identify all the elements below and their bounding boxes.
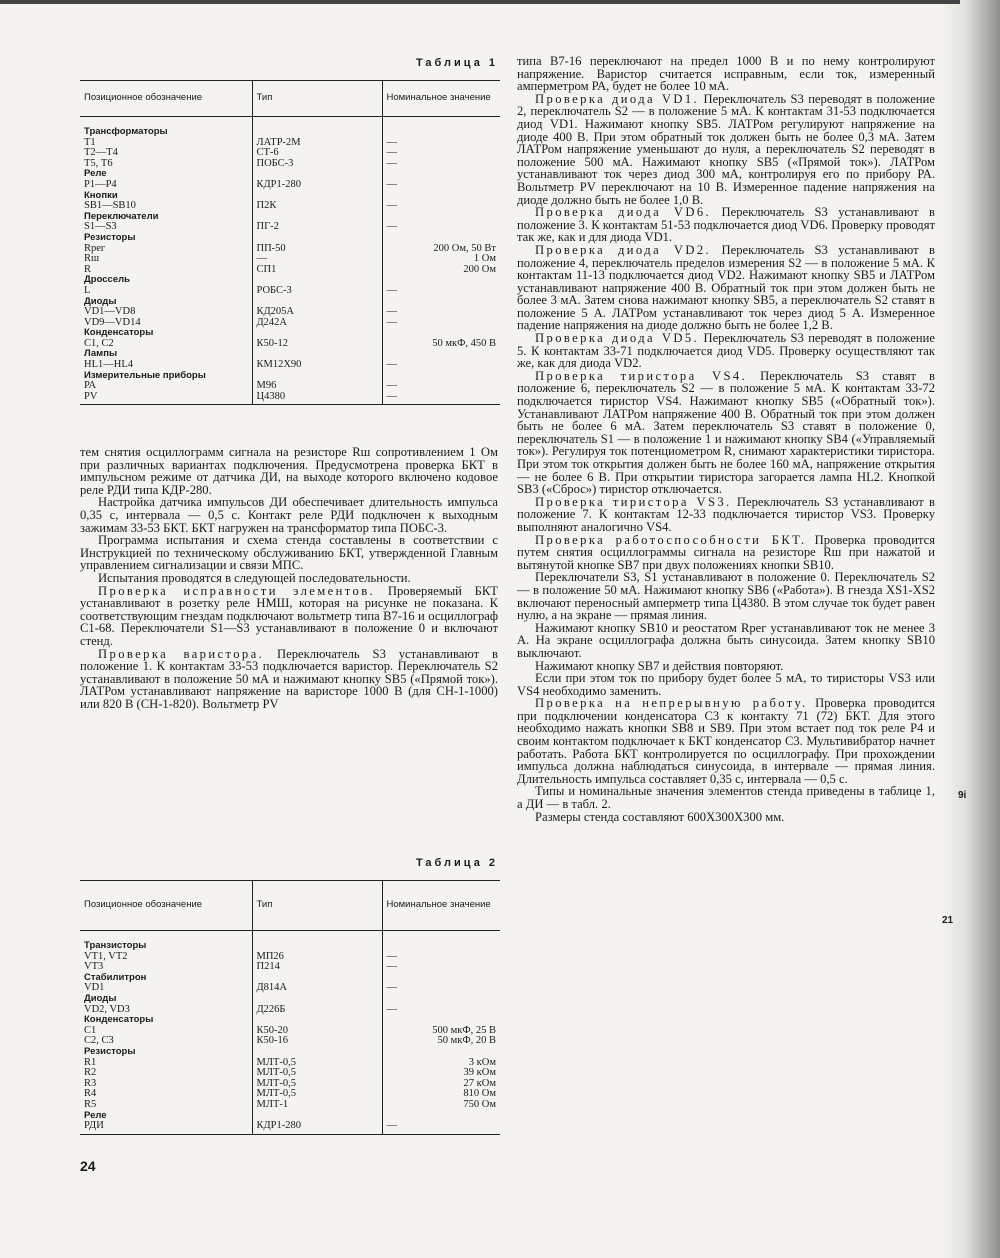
type-cell: МЛТ-0,5 bbox=[252, 1068, 382, 1079]
paragraph-text: Проверка проводится путем снятия осциллограммы сигнала на резисторе Rш при нажатой и вытянутой кнопке SB7 при двух положениях кнопки SB10. bbox=[517, 532, 935, 572]
type-cell: — bbox=[252, 254, 382, 265]
paragraph bbox=[517, 93, 935, 206]
empty-cell bbox=[382, 973, 500, 984]
empty-cell bbox=[252, 233, 382, 244]
paragraph-text: Переключатель S3 устанавливают в положение 1. К контактам 33-53 подключается варистор. Переключатель S2 устанавливают в положение 50 мА и нажимают кнопку SB5 («Прямой ток»). ЛАТРом устанавливают напряжение на варисторе 1000 В (для СН-1-1000) или 820 В (СН-1-820). Вольтметр PV bbox=[80, 646, 498, 711]
type-cell: Д814А bbox=[252, 983, 382, 994]
table1 bbox=[80, 80, 500, 405]
position-cell: VD1 bbox=[84, 982, 105, 994]
type-cell: КДР1-280 bbox=[252, 180, 382, 191]
paragraph-text: Проверка проводится при подключении конденсатора С3 к контакту 71 (72) БКТ. Для этого необходимо нажать кнопки SB8 и SB9. При этом встает под ток реле Р4 и своим контактом подключает к БКТ конденсатор С3. Мультивибратор начнет работать. Работа БКТ контролируется по осциллографу. При прохождении импульса должна наблюдаться синусоида, в интервале — прямая линия. Длительность импульса составляет 0,35 с, интервала — 0,5 с. bbox=[517, 696, 935, 786]
group-label: Дроссель bbox=[84, 274, 130, 286]
table2-header-value: Номинальное значение bbox=[382, 881, 500, 931]
type-cell: КД205А bbox=[252, 307, 382, 318]
paragraph bbox=[80, 648, 498, 711]
paragraph bbox=[517, 571, 935, 621]
position-cell: Rш bbox=[84, 253, 100, 265]
value-cell: — bbox=[382, 381, 500, 392]
page-number: 24 bbox=[80, 1158, 96, 1174]
paragraph-text: Переключатель S3 ставят в положение 6, переключатель S2 — в положение 5 мА. К контактам 33-72 подключается тиристор VS4. Нажимают кнопку SB5 («Обратный ток»). Устанавливают ЛАТРом напряжение 400 В. Обратный ток при этом должен быть не более 6 мА. Затем переключатель S3 ставят в положение 0, переключатель S1 — в положение 1 и нажимают кнопку SB4 («Управляемый ток»). Регулируя ток потенциометром R, снимают характеристики тиристора. При этом ток открытия должен быть не более 160 мА, напряжение открытия — не более 6 В. При открытии тиристора загорается лампа HL2. Кнопкой SB3 («Сброс») тиристор отключается. bbox=[517, 368, 935, 497]
position-cell: Rрег bbox=[84, 242, 106, 254]
type-cell: МЛТ-1 bbox=[252, 1100, 382, 1111]
group-label: Измерительные приборы bbox=[84, 369, 206, 381]
empty-cell bbox=[252, 994, 382, 1005]
value-cell: 810 Ом bbox=[382, 1089, 500, 1100]
empty-cell bbox=[252, 1047, 382, 1058]
position-cell: PV bbox=[80, 392, 252, 405]
empty-cell bbox=[382, 233, 500, 244]
empty-cell bbox=[382, 994, 500, 1005]
group-label: Конденсаторы bbox=[84, 327, 154, 339]
paragraph bbox=[517, 206, 935, 244]
type-cell: ПОБС-3 bbox=[252, 159, 382, 170]
position-cell: L bbox=[84, 284, 91, 296]
position-cell: SB1—SB10 bbox=[84, 200, 136, 212]
position-cell: R3 bbox=[84, 1077, 97, 1089]
type-cell: П214 bbox=[252, 962, 382, 973]
position-cell: R2 bbox=[84, 1067, 97, 1079]
position-cell: VT1, VT2 bbox=[84, 950, 128, 962]
group-label: Лампы bbox=[84, 348, 118, 360]
empty-cell bbox=[382, 212, 500, 223]
table-row bbox=[80, 138, 500, 149]
paragraph-lead: Проверка диода VD1. bbox=[535, 91, 700, 106]
table-group-row bbox=[80, 973, 500, 984]
paragraph-text: тем снятия осциллограмм сигнала на резисторе Rш сопротивлением 1 Ом при различных вариантах подключения. Предусмотрена проверка БКТ в импульсном режиме от датчика ДИ, на выходе которого включено кодовое реле РДИ типа КДР-280. bbox=[80, 445, 498, 497]
position-cell: С1, С2 bbox=[84, 337, 114, 349]
right-column-text bbox=[517, 55, 935, 823]
table-row bbox=[80, 952, 500, 963]
table-group-row bbox=[80, 191, 500, 202]
table-row bbox=[80, 222, 500, 233]
type-cell: К50-16 bbox=[252, 1036, 382, 1047]
position-cell: R5 bbox=[84, 1098, 97, 1110]
type-cell: Д226Б bbox=[252, 1005, 382, 1016]
paragraph-lead: Проверка работоспособности БКТ. bbox=[535, 532, 807, 547]
empty-cell bbox=[382, 297, 500, 308]
paragraph bbox=[517, 370, 935, 496]
paragraph-text: Переключатель S3 устанавливают в положение 4, переключатель пределов измерения S2 — в положение 5 мА. К контактам 11-13 подключается диод VD2. Нажимают кнопку SB5 и ЛАТРом устанавливают напряжение 400 В. Обратный ток при этом должен быть не более 3 мА. Затем снова нажимают кнопку SB5, а переключатель S2 ставят в положение 5 А. ЛАТРом устанавливают ток через диод 5 А. Измеренное падение напряжения на диоде должно быть не более 1,2 В. bbox=[517, 242, 935, 333]
paragraph bbox=[517, 697, 935, 785]
position-cell: Т5, Т6 bbox=[84, 157, 113, 169]
value-cell: 750 Ом bbox=[382, 1100, 500, 1111]
group-label: Резисторы bbox=[84, 1045, 136, 1057]
paragraph-text: Испытания проводятся в следующей последовательности. bbox=[98, 570, 411, 585]
paragraph bbox=[80, 534, 498, 572]
type-cell: МЛТ-0,5 bbox=[252, 1079, 382, 1090]
empty-cell bbox=[382, 1111, 500, 1122]
paragraph-lead: Проверка тиристора VS3. bbox=[535, 494, 732, 509]
type-cell: МЛТ-0,5 bbox=[252, 1058, 382, 1069]
paragraph bbox=[80, 496, 498, 534]
paragraph-lead: Проверка диода VD5. bbox=[535, 331, 700, 346]
position-cell: R4 bbox=[84, 1088, 97, 1100]
value-cell: — bbox=[382, 360, 500, 371]
value-cell: — bbox=[382, 962, 500, 973]
table-row bbox=[80, 1100, 500, 1111]
paragraph-text: Если при этом ток по прибору будет более 5 мА, то тиристоры VS3 или VS4 необходимо заменить. bbox=[517, 671, 935, 698]
margin-mark-1: 9i bbox=[958, 790, 967, 801]
table1-header-type: Тип bbox=[252, 81, 382, 117]
position-cell: VD9—VD14 bbox=[84, 316, 141, 328]
value-cell: 50 мкФ, 450 В bbox=[382, 339, 500, 350]
type-cell: Д242А bbox=[252, 318, 382, 329]
table2 bbox=[80, 880, 500, 1135]
type-cell: МП26 bbox=[252, 952, 382, 963]
type-cell: КМ12Х90 bbox=[252, 360, 382, 371]
type-cell: КДР1-280 bbox=[252, 1121, 382, 1134]
table-row bbox=[80, 381, 500, 392]
table2-header-position: Позиционное обозначение bbox=[80, 881, 252, 931]
paragraph-text: Размеры стенда составляют 600Х300Х300 мм. bbox=[535, 809, 785, 824]
paragraph-text: Переключатели S3, S1 устанавливают в положение 0. Переключатель S2 — в положение 50 мА. Нажимают кнопку SB6 («Работа»). В гнезда XS1-XS2 включают переносный амперметр типа Ц4380. В этом случае ток будет равен нулю, а на экране — прямая линия. bbox=[517, 570, 935, 623]
paragraph-lead: Проверка исправности элементов. bbox=[98, 583, 376, 598]
position-cell: VT3 bbox=[84, 961, 104, 973]
paragraph bbox=[517, 332, 935, 370]
paragraph bbox=[517, 672, 935, 697]
type-cell: К50-20 bbox=[252, 1026, 382, 1037]
left-column-text bbox=[80, 446, 498, 710]
type-cell: ПП-50 bbox=[252, 244, 382, 255]
table1-header-value: Номинальное значение bbox=[382, 81, 500, 117]
table-row bbox=[80, 244, 500, 255]
position-cell: R1 bbox=[84, 1056, 97, 1068]
paragraph bbox=[517, 55, 935, 93]
position-cell: С2, С3 bbox=[84, 1035, 114, 1047]
empty-cell bbox=[252, 931, 382, 952]
paragraph-text: Переключатель S3 переводят в положение 5. К контактам 33-71 подключается диод VD5. Проверку осуществляют так же, как для диода VD2. bbox=[517, 331, 935, 371]
table2-header-type: Тип bbox=[252, 881, 382, 931]
table-group-row bbox=[80, 233, 500, 244]
group-label: Реле bbox=[84, 1109, 107, 1121]
table-group-row bbox=[80, 117, 500, 138]
paragraph bbox=[517, 496, 935, 534]
group-label: Конденсаторы bbox=[84, 1014, 154, 1026]
value-cell: — bbox=[382, 180, 500, 191]
group-label: Транзисторы bbox=[84, 940, 147, 951]
group-label: Реле bbox=[84, 168, 107, 180]
type-cell: СТ-6 bbox=[252, 148, 382, 159]
position-cell: VD2, VD3 bbox=[84, 1003, 130, 1015]
paragraph bbox=[517, 622, 935, 660]
paragraph-lead: Проверка на непрерывную работу. bbox=[535, 696, 808, 711]
group-label: Переключатели bbox=[84, 210, 159, 222]
paragraph-lead: Проверка тиристора VS4. bbox=[535, 368, 748, 383]
paragraph-text: Переключатель S3 устанавливают в положение 3. К контактам 51-53 подключается диод VD6. Проверку проводят так же, как и для диода VD1. bbox=[517, 205, 935, 245]
value-cell: 3 кОм bbox=[382, 1058, 500, 1069]
position-cell: S1—S3 bbox=[84, 221, 117, 233]
paragraph-text: Программа испытания и схема стенда составлены в соответствии с Инструкцией по техническому обслуживанию БКТ, утвержденной Главным управлением сигнализации и связи МПС. bbox=[80, 533, 498, 573]
value-cell: 50 мкФ, 20 В bbox=[382, 1036, 500, 1047]
table-row bbox=[80, 159, 500, 170]
page-edge-shadow bbox=[942, 0, 1000, 1258]
position-cell: РА bbox=[84, 380, 97, 392]
position-cell: VD1—VD8 bbox=[84, 306, 136, 318]
paragraph bbox=[80, 446, 498, 496]
paragraph bbox=[80, 585, 498, 648]
table-row bbox=[80, 180, 500, 191]
type-cell: РОБС-3 bbox=[252, 286, 382, 297]
type-cell: СП1 bbox=[252, 265, 382, 276]
type-cell: МЛТ-0,5 bbox=[252, 1089, 382, 1100]
type-cell: К50-12 bbox=[252, 339, 382, 350]
margin-mark-2: 21 bbox=[942, 915, 954, 926]
paragraph-text: Проверяемый БКТ устанавливают в розетку реле НМШ, которая на рисунке не показана. К соответствующим гнездам подключают вольтметр типа В7-16 и осциллограф С1-68. Переключатели S1—S3 устанавливают в положение 0 и включают стенд. bbox=[80, 583, 499, 648]
value-cell: — bbox=[382, 307, 500, 318]
value-cell: — bbox=[382, 286, 500, 297]
type-cell: П2К bbox=[252, 201, 382, 212]
value-cell: — bbox=[382, 983, 500, 994]
top-rule bbox=[0, 0, 960, 4]
position-cell: С1 bbox=[84, 1024, 97, 1036]
value-cell: — bbox=[382, 148, 500, 159]
empty-cell bbox=[252, 117, 382, 138]
table-group-row bbox=[80, 1047, 500, 1058]
paragraph bbox=[517, 785, 935, 810]
empty-cell bbox=[382, 275, 500, 286]
value-cell: — bbox=[382, 201, 500, 212]
value-cell: — bbox=[382, 392, 500, 405]
empty-cell bbox=[382, 371, 500, 382]
table-group-row bbox=[80, 371, 500, 382]
value-cell: 200 Ом, 50 Вт bbox=[382, 244, 500, 255]
table-row bbox=[80, 286, 500, 297]
table-row bbox=[80, 1089, 500, 1100]
value-cell: 500 мкФ, 25 В bbox=[382, 1026, 500, 1037]
group-label: Стабилитрон bbox=[84, 971, 147, 983]
paragraph-text: типа В7-16 переключают на предел 1000 В и по нему контролируют напряжение. Варистор считается исправным, если ток, измеренный амперметром РА, будет не более 10 мА. bbox=[517, 54, 935, 94]
position-cell: Т1 bbox=[84, 136, 96, 148]
type-cell: ЛАТР-2М bbox=[252, 138, 382, 149]
value-cell: — bbox=[382, 318, 500, 329]
paragraph-text: Нажимают кнопку SB10 и реостатом Rрег устанавливают ток не менее 3 А. На экране осциллографа должна быть синусоида. Затем кнопку SB10 выключают. bbox=[517, 620, 935, 660]
type-cell: ПГ-2 bbox=[252, 222, 382, 233]
table-group-row bbox=[80, 212, 500, 223]
paragraph-text: Нажимают кнопку SB7 и действия повторяют. bbox=[535, 658, 784, 673]
type-cell: М96 bbox=[252, 381, 382, 392]
table-row bbox=[80, 339, 500, 350]
group-label: Резисторы bbox=[84, 231, 136, 243]
value-cell: — bbox=[382, 1005, 500, 1016]
position-cell: HL1—HL4 bbox=[84, 359, 133, 371]
table-row bbox=[80, 983, 500, 994]
position-cell: Т2—Т4 bbox=[84, 147, 118, 159]
value-cell: — bbox=[382, 159, 500, 170]
value-cell: 200 Ом bbox=[382, 265, 500, 276]
type-cell: Ц4380 bbox=[252, 392, 382, 405]
empty-cell bbox=[382, 169, 500, 180]
paragraph bbox=[517, 534, 935, 572]
position-cell: R bbox=[84, 263, 92, 275]
table-row bbox=[80, 1121, 500, 1134]
table-row bbox=[80, 392, 500, 405]
table-row bbox=[80, 307, 500, 318]
empty-cell bbox=[382, 1047, 500, 1058]
value-cell: — bbox=[382, 222, 500, 233]
table1-caption: Таблица 1 bbox=[415, 57, 498, 69]
group-label: Трансформаторы bbox=[84, 126, 168, 137]
empty-cell bbox=[382, 191, 500, 202]
group-label: Кнопки bbox=[84, 189, 118, 201]
table-group-row bbox=[80, 994, 500, 1005]
table-group-row bbox=[80, 931, 500, 952]
empty-cell bbox=[382, 931, 500, 952]
position-cell: Р1—Р4 bbox=[84, 178, 117, 190]
group-label: Диоды bbox=[84, 295, 117, 307]
paragraph bbox=[517, 811, 935, 824]
paragraph-lead: Проверка диода VD6. bbox=[535, 205, 712, 220]
empty-cell bbox=[382, 117, 500, 138]
value-cell: 39 кОм bbox=[382, 1068, 500, 1079]
paragraph bbox=[517, 244, 935, 332]
empty-cell bbox=[382, 349, 500, 360]
group-label: Диоды bbox=[84, 992, 117, 1004]
table-row bbox=[80, 265, 500, 276]
paragraph-text: Типы и номинальные значения элементов стенда приведены в таблице 1, а ДИ — в табл. 2. bbox=[517, 784, 935, 812]
paragraph-lead: Проверка варистора. bbox=[98, 646, 265, 661]
value-cell: 1 Ом bbox=[382, 254, 500, 265]
paragraph-text: Переключатель S3 устанавливают в положение 7. К контактам 12-33 подключается тиристор VS3. Проверку выполняют аналогично VS4. bbox=[517, 494, 935, 534]
value-cell: — bbox=[382, 952, 500, 963]
paragraph-text: Настройка датчика импульсов ДИ обеспечивает длительность импульса 0,35 с, интервала — 0,5 с. Контакт реле РДИ подключен к выходным зажимам 33-53 БКТ. БКТ нагружен на трансформатор типа ПОБС-3. bbox=[80, 495, 498, 535]
value-cell: — bbox=[382, 138, 500, 149]
table2-caption: Таблица 2 bbox=[415, 857, 498, 869]
table1-header-position: Позиционное обозначение bbox=[80, 81, 252, 117]
value-cell: 27 кОм bbox=[382, 1079, 500, 1090]
paragraph-text: Переключатель S3 переводят в положение 2, переключатель S2 — в положение 5 мА. К контактам 31-53 подключается диод VD1. Нажимают кнопку SB5. ЛАТРом регулируют напряжение на диоде 400 В. При этом обратный ток должен быть не более 0,3 мА. Затем ЛАТРом напряжение уменьшают до нуля, а переключатель S2 переводят в положение 500 мА. Нажимают кнопку SB5 («Прямой ток»). ЛАТРом устанавливают ток через диод 300 мА, контролируя его по прибору РА. Вольтметр PV переключают на 10 В. Измеренное падение напряжения на диоде должно быть не более 1,0 В. bbox=[517, 91, 935, 207]
value-cell: — bbox=[382, 1121, 500, 1134]
position-cell: РДИ bbox=[80, 1121, 252, 1134]
table-row bbox=[80, 1036, 500, 1047]
paragraph-lead: Проверка диода VD2. bbox=[535, 242, 712, 257]
table-row bbox=[80, 254, 500, 265]
